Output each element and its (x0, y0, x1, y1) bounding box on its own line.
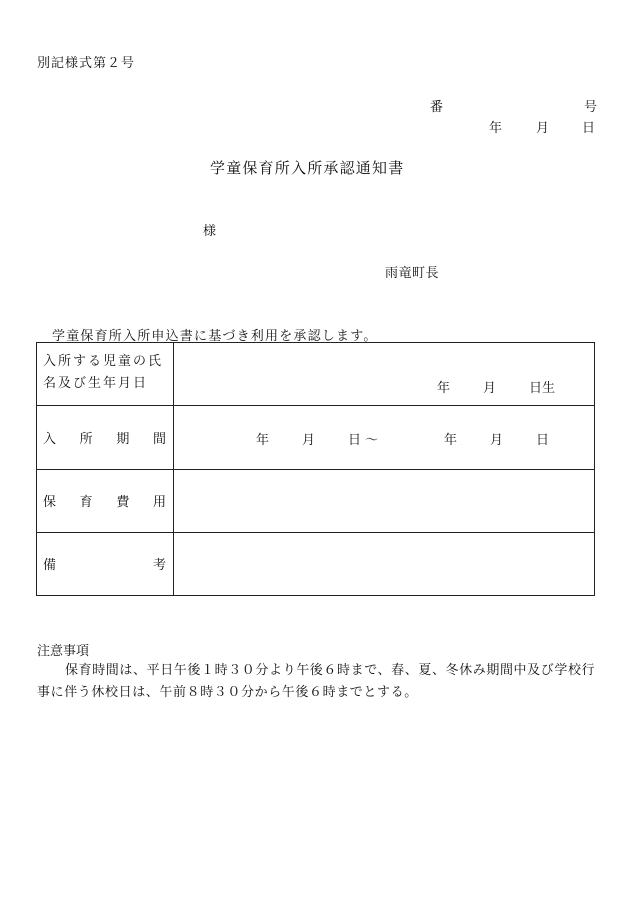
period-end-month: 月 (490, 433, 504, 449)
remarks-label-char: 考 (152, 558, 166, 574)
approval-statement: 学童保育所入所申込書に基づき利用を承認します。 (52, 329, 378, 344)
issue-date-month: 月 (536, 121, 550, 136)
remarks-label-char: 備 (43, 558, 57, 574)
approval-details-table (36, 342, 595, 596)
period-label-char: 所 (79, 431, 93, 447)
notes-heading: 注意事項 (37, 644, 90, 659)
table-row-remarks (37, 532, 595, 595)
table-row-fee (37, 469, 595, 532)
recipient-honorific: 様 (203, 224, 217, 239)
fee-value (174, 469, 595, 532)
child-info-value (174, 343, 595, 406)
issue-date-day: 日 (582, 121, 596, 136)
document-number-prefix: 番 (430, 100, 444, 115)
birth-year-label: 年 (437, 381, 451, 397)
period-label (37, 406, 174, 469)
period-label-char: 期 (116, 431, 130, 447)
remarks-value (174, 532, 595, 595)
table-row-child (37, 343, 595, 406)
birth-day-label: 日生 (529, 381, 556, 397)
fee-label-char: 育 (79, 495, 93, 511)
fee-label (37, 469, 174, 532)
period-label-char: 間 (152, 431, 166, 447)
period-start-year: 年 (256, 433, 270, 449)
birth-month-label: 月 (483, 381, 497, 397)
remarks-label (37, 532, 174, 595)
period-value (174, 406, 595, 469)
issue-date-year: 年 (489, 121, 503, 136)
period-start-day: 日 〜 (348, 433, 379, 449)
child-info-label (37, 343, 174, 406)
child-label-line1: 入所する児童の氏 (43, 354, 164, 370)
form-number-label: 別記様式第２号 (37, 56, 136, 71)
period-start-month: 月 (302, 433, 316, 449)
issuer-name: 雨竜町長 (385, 266, 440, 281)
period-end-day: 日 (536, 433, 550, 449)
fee-label-char: 用 (152, 495, 166, 511)
document-number-suffix: 号 (584, 100, 598, 115)
child-label-line2: 名及び生年月日 (43, 376, 149, 392)
period-label-char: 入 (43, 431, 57, 447)
notes-body: 保育時間は、平日午後１時３０分より午後６時まで、春、夏、冬休み期間中及び学校行事に伴う休校日は、午前８時３０分から午後６時までとする。 (37, 663, 596, 700)
table-row-period (37, 406, 595, 469)
fee-label-char: 費 (116, 495, 130, 511)
period-end-year: 年 (444, 433, 458, 449)
document-title: 学童保育所入所承認通知書 (210, 159, 405, 177)
fee-label-char: 保 (43, 495, 57, 511)
